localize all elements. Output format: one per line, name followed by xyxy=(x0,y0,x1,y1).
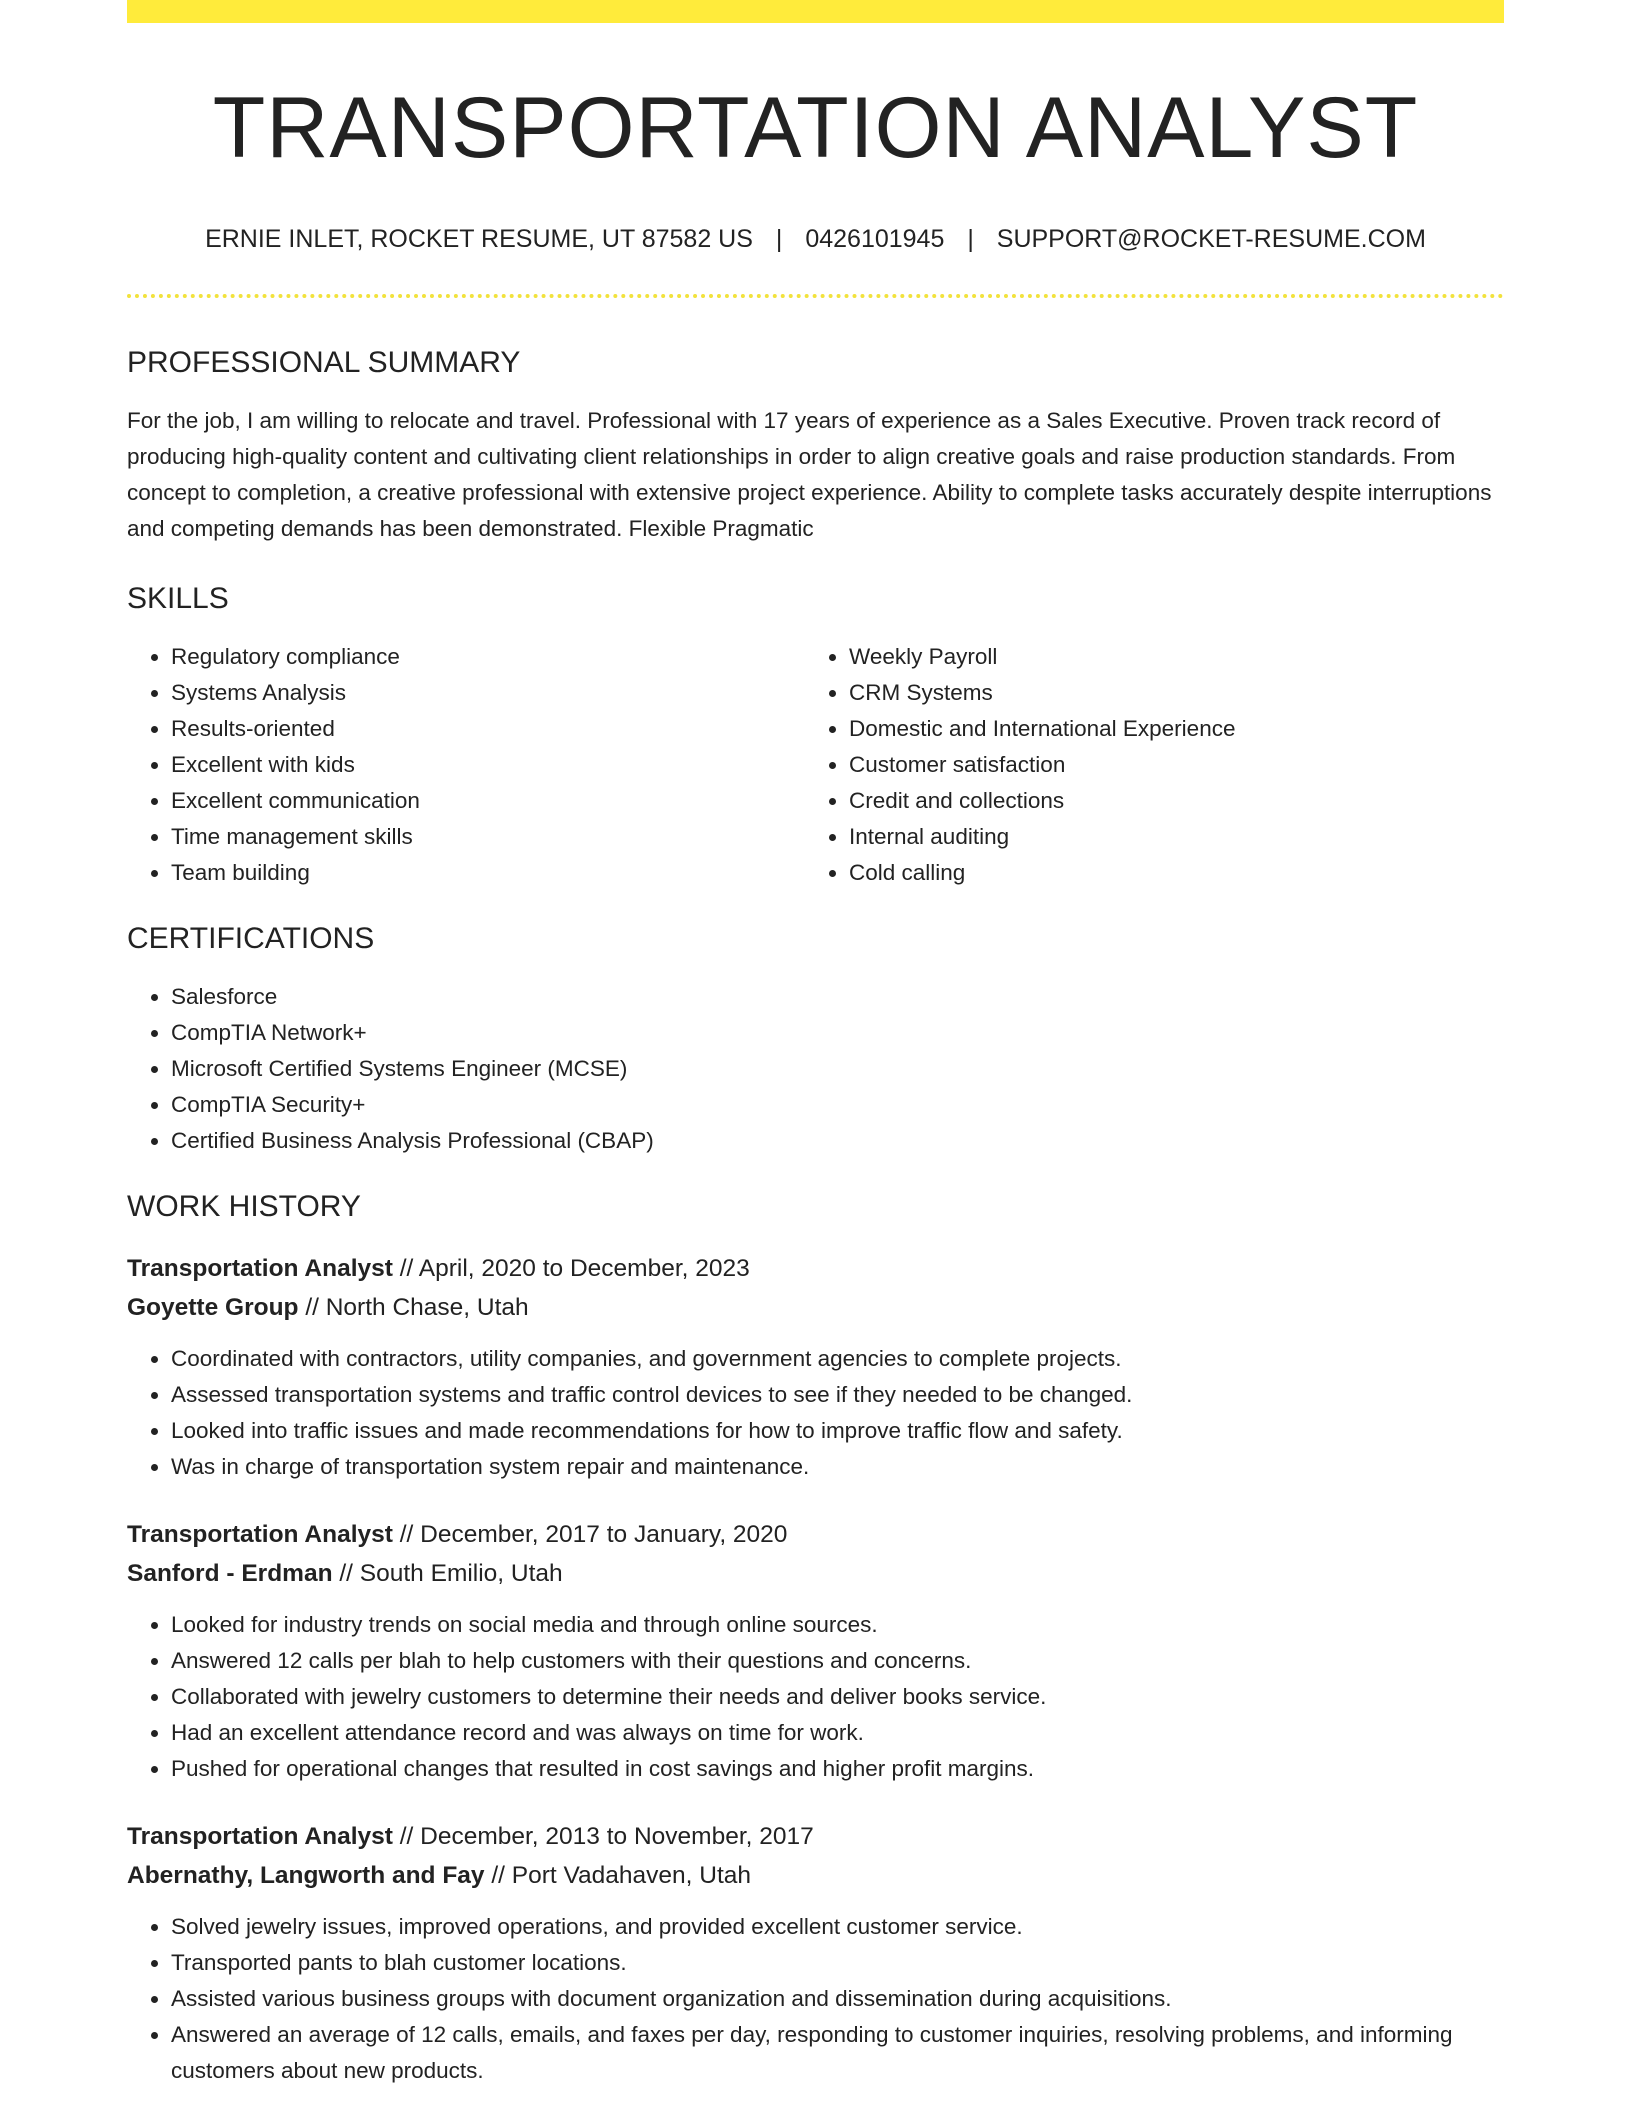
certification-item: • Microsoft Certified Systems Engineer (MCSE) xyxy=(171,1051,1504,1087)
job-duty: • Answered an average of 12 calls, emails, and faxes per day, responding to customer inquiries, resolving problems, and informing customers about new products. xyxy=(171,2017,1504,2089)
skill-item: • Internal auditing xyxy=(849,819,1483,855)
job-duties xyxy=(127,1341,1504,1485)
job-title-line xyxy=(127,1515,1504,1554)
job-dates: // December, 2017 to January, 2020 xyxy=(392,1521,788,1548)
skill-item: • Regulatory compliance xyxy=(171,639,805,675)
job-duties xyxy=(127,1607,1504,1787)
skill-item: • Cold calling xyxy=(849,855,1483,891)
job-dates: // April, 2020 to December, 2023 xyxy=(392,1255,750,1282)
job-role: Transportation Analyst xyxy=(127,1823,393,1850)
job-duty: • Collaborated with jewelry customers to determine their needs and deliver books service. xyxy=(171,1679,1504,1715)
job-title-line xyxy=(127,1249,1504,1288)
skill-item: • Excellent with kids xyxy=(171,747,805,783)
job-duty: • Looked for industry trends on social media and through online sources. xyxy=(171,1607,1504,1643)
job-duty: • Assessed transportation systems and traffic control devices to see if they needed to be changed. xyxy=(171,1377,1504,1413)
job-entry xyxy=(127,1249,1504,1485)
job-duty: • Answered 12 calls per blah to help customers with their questions and concerns. xyxy=(171,1643,1504,1679)
job-location: // Port Vadahaven, Utah xyxy=(484,1862,752,1889)
skill-item: • Domestic and International Experience xyxy=(849,711,1483,747)
certification-item: • Certified Business Analysis Professional (CBAP) xyxy=(171,1123,1504,1159)
skills-list-left xyxy=(127,639,805,891)
skill-item: • Customer satisfaction xyxy=(849,747,1483,783)
job-dates: // December, 2013 to November, 2017 xyxy=(392,1823,814,1850)
certification-item: • CompTIA Security+ xyxy=(171,1087,1504,1123)
job-title-line xyxy=(127,1817,1504,1856)
job-location: // South Emilio, Utah xyxy=(332,1560,563,1587)
contact-separator: | xyxy=(775,225,783,253)
contact-email: SUPPORT@ROCKET-RESUME.COM xyxy=(996,225,1426,253)
skills-grid xyxy=(127,639,1504,891)
job-entry xyxy=(127,1817,1504,2089)
page-title: TRANSPORTATION ANALYST xyxy=(212,80,1419,176)
work-history-heading: WORK HISTORY xyxy=(127,1190,361,1223)
job-company-line xyxy=(127,1554,1504,1593)
job-duty: • Coordinated with contractors, utility companies, and government agencies to complete projects. xyxy=(171,1341,1504,1377)
job-duty: • Solved jewelry issues, improved operations, and provided excellent customer service. xyxy=(171,1909,1504,1945)
job-company-line xyxy=(127,1288,1504,1327)
header-divider xyxy=(127,294,1504,298)
skill-item: • Results-oriented xyxy=(171,711,805,747)
certifications-heading: CERTIFICATIONS xyxy=(127,922,375,955)
certification-item: • CompTIA Network+ xyxy=(171,1015,1504,1051)
job-duty: • Was in charge of transportation system repair and maintenance. xyxy=(171,1449,1504,1485)
job-role: Transportation Analyst xyxy=(127,1521,393,1548)
job-company: Abernathy, Langworth and Fay xyxy=(127,1862,485,1889)
job-duties xyxy=(127,1909,1504,2089)
skill-item: • Weekly Payroll xyxy=(849,639,1483,675)
resume-page xyxy=(127,0,1504,2089)
summary-text: For the job, I am willing to relocate and travel. Professional with 17 years of experience as a Sales Executive. Proven track record of producing high-quality content and cultivating client relationships in order to align creative goals and raise production standards. From concept to completion, a creative professional with extensive project experience. Ability to complete tasks accurately despite interruptions and competing demands has been demonstrated. Flexible Pragmatic xyxy=(127,408,1492,541)
job-duty: • Assisted various business groups with document organization and dissemination during acquisitions. xyxy=(171,1981,1504,2017)
job-company: Goyette Group xyxy=(127,1294,299,1321)
accent-bar xyxy=(127,0,1504,23)
skills-list-right xyxy=(805,639,1483,891)
contact-phone: 0426101945 xyxy=(805,225,945,253)
job-role: Transportation Analyst xyxy=(127,1255,393,1282)
contact-separator: | xyxy=(967,225,974,253)
skill-item: • Credit and collections xyxy=(849,783,1483,819)
skills-column-right xyxy=(805,639,1483,891)
job-duty: • Transported pants to blah customer locations. xyxy=(171,1945,1504,1981)
skill-item: • Team building xyxy=(171,855,805,891)
job-company-line xyxy=(127,1856,1504,1895)
skills-heading: SKILLS xyxy=(127,582,229,615)
certification-item: • Salesforce xyxy=(171,979,1504,1015)
skill-item: • Systems Analysis xyxy=(171,675,805,711)
skill-item: • Time management skills xyxy=(171,819,805,855)
contact-line xyxy=(127,225,1504,254)
job-duty: • Looked into traffic issues and made recommendations for how to improve traffic flow and safety. xyxy=(171,1413,1504,1449)
summary-heading: PROFESSIONAL SUMMARY xyxy=(127,346,521,379)
certifications-list xyxy=(127,979,1504,1159)
job-company: Sanford - Erdman xyxy=(127,1560,333,1587)
job-entry xyxy=(127,1515,1504,1787)
job-location: // North Chase, Utah xyxy=(298,1294,529,1321)
skill-item: • Excellent communication xyxy=(171,783,805,819)
contact-address: ERNIE INLET, ROCKET RESUME, UT 87582 US xyxy=(205,225,753,253)
skill-item: • CRM Systems xyxy=(849,675,1483,711)
job-duty: • Had an excellent attendance record and was always on time for work. xyxy=(171,1715,1504,1751)
job-duty: • Pushed for operational changes that resulted in cost savings and higher profit margins. xyxy=(171,1751,1504,1787)
skills-column-left xyxy=(127,639,805,891)
